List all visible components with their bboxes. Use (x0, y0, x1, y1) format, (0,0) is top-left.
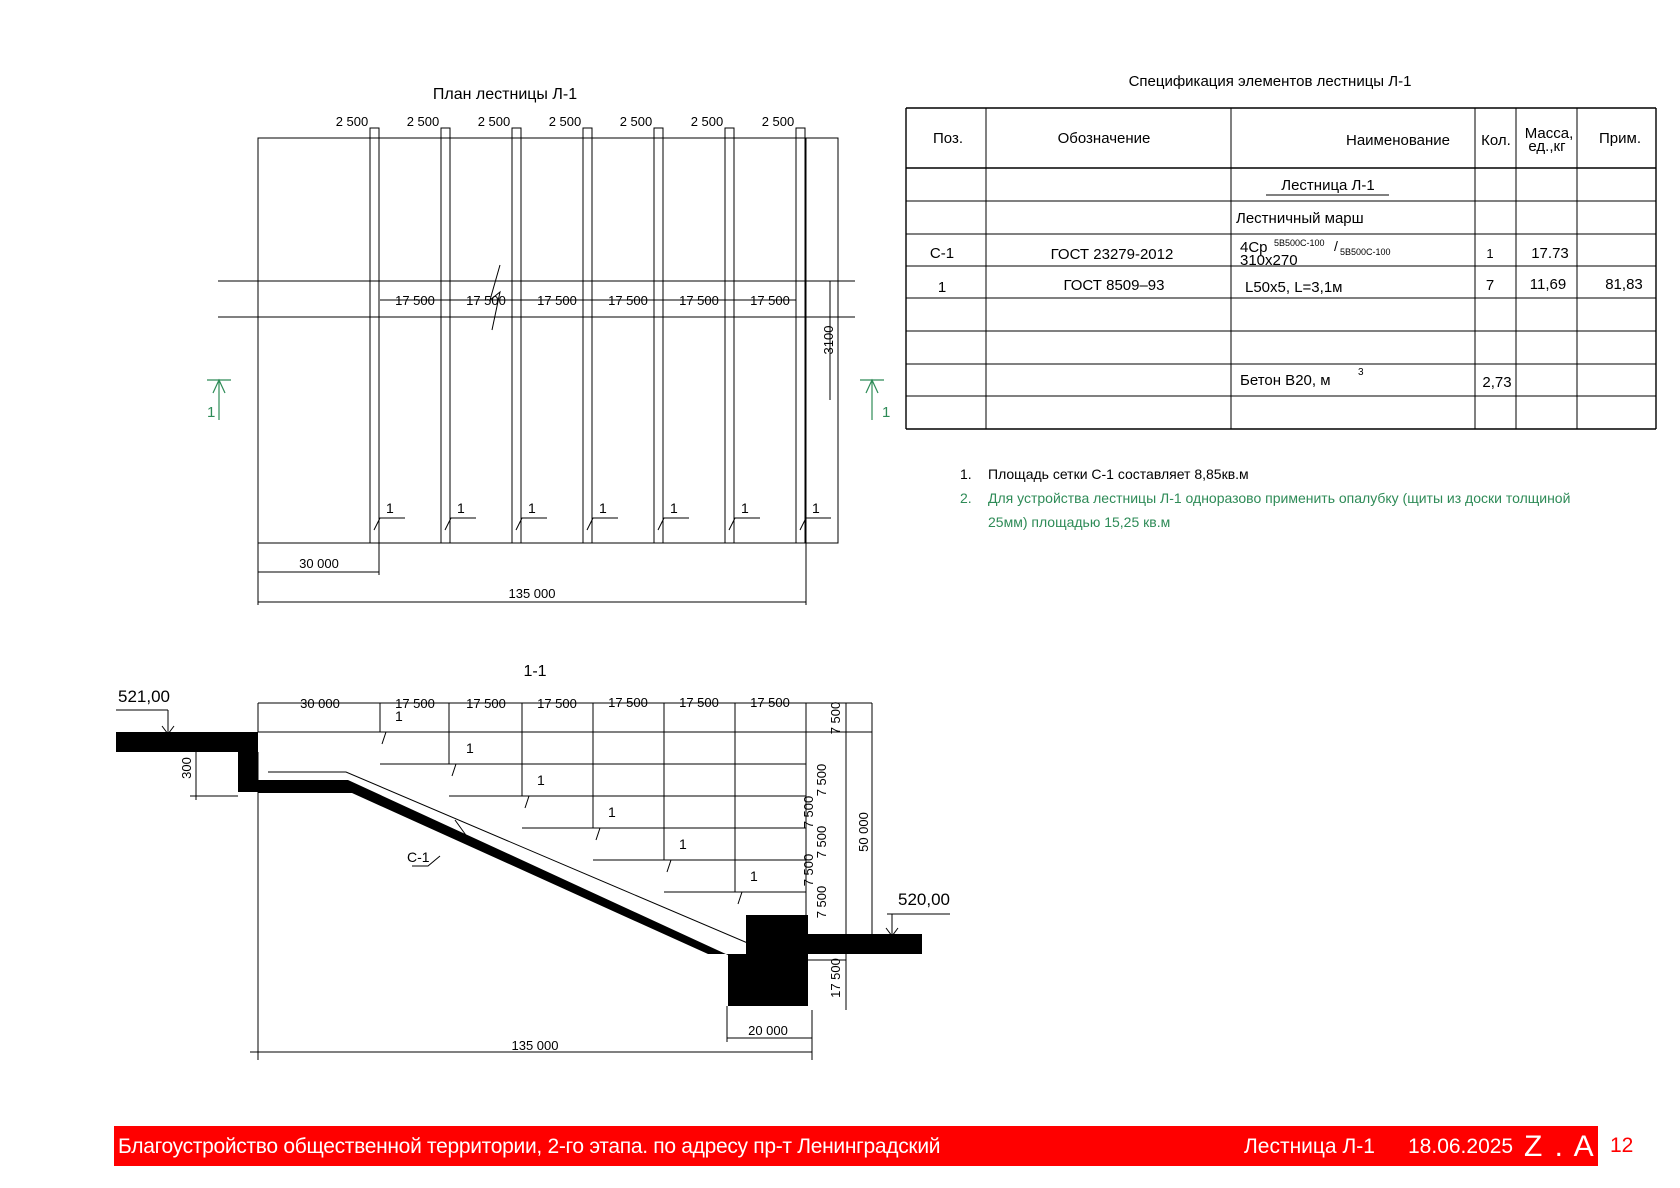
spec-row1-pos: С-1 (929, 245, 955, 262)
plan-bar-label: 1 (741, 500, 749, 516)
spec-row1-mass: 17.73 (1531, 245, 1569, 262)
spec-concrete-name: Бетон В20, м (1240, 372, 1331, 389)
cut-label-right: 1 (882, 404, 891, 421)
spec-row2-pos: 1 (937, 279, 947, 296)
spec-header-mass-unit: ед.,кг (1528, 138, 1566, 155)
spec-row2-mass: 11,69 (1529, 276, 1567, 293)
plan-bars (370, 128, 805, 543)
spec-group-title: Лестница Л-1 (1281, 177, 1375, 194)
section-dim-right: 7 500 (828, 701, 843, 735)
section-dim-right: 7 500 (814, 763, 829, 797)
plan-dim-top: 2 500 (761, 114, 795, 129)
plan-dim-total: 135 000 (508, 586, 556, 601)
note-1 (960, 462, 1580, 486)
section-dim-top: 17 500 (395, 696, 435, 711)
section-dim-depth: 300 (179, 757, 194, 779)
section-step-label: 1 (466, 740, 474, 756)
spec-row2-qty: 7 (1485, 277, 1495, 294)
section-dim-total: 135 000 (511, 1038, 559, 1053)
plan-bar-label: 1 (528, 500, 536, 516)
note-1-number: 1. (960, 466, 972, 482)
stair-plan (218, 128, 855, 605)
note-2 (960, 486, 1580, 534)
spec-concrete-qty: 2,73 (1482, 374, 1512, 391)
section-dim-top: 17 500 (466, 696, 506, 711)
sheet-title: Лестница Л-1 (1244, 1135, 1375, 1158)
section-dim-right: 7 500 (801, 853, 816, 887)
section-dim-top: 17 500 (537, 696, 577, 711)
plan-dim-mid: 17 500 (750, 293, 790, 308)
plan-dim-top: 2 500 (335, 114, 369, 129)
plan-leaders (374, 518, 831, 530)
plan-dim-top: 2 500 (406, 114, 440, 129)
spec-row1-size: 310x270 (1240, 252, 1298, 269)
plan-bar-label: 1 (386, 500, 394, 516)
section-dim-top: 30 000 (300, 696, 340, 711)
spec-row1-name: 4Ср (1240, 239, 1268, 256)
spec-row1-slash: / (1334, 238, 1338, 254)
level-bottom: 520,00 (898, 890, 950, 909)
spec-row1-steel-bottom: 5В500С-100 (1340, 247, 1391, 257)
footer-bar (114, 1126, 1598, 1166)
spec-row1-steel-top: 5В500С-100 (1274, 238, 1325, 248)
section-dim-right: 7 500 (801, 795, 816, 829)
plan-dim-mid: 17 500 (679, 293, 719, 308)
spec-header-qty: Кол. (1481, 132, 1511, 149)
section-title: 1-1 (523, 663, 547, 680)
section-dim-height: 50 000 (856, 812, 871, 852)
spec-row1-qty: 1 (1486, 246, 1494, 261)
spec-title: Спецификация элементов лестницы Л-1 (1128, 73, 1412, 90)
notes (960, 462, 1580, 534)
note-2-number: 2. (960, 490, 972, 506)
section-dim-right: 7 500 (814, 825, 829, 859)
plan-bar-label: 1 (599, 500, 607, 516)
plan-dim-mid: 17 500 (466, 293, 506, 308)
plan-dim-mid: 17 500 (537, 293, 577, 308)
plan-dim-side: 3100 (821, 325, 836, 355)
section-dim-top: 17 500 (608, 695, 648, 710)
mesh-label: С-1 (407, 849, 430, 865)
plan-dim-mid: 17 500 (608, 293, 648, 308)
spec-row2-name: L50x5, L=3,1м (1245, 279, 1343, 296)
plan-dim-top: 2 500 (690, 114, 724, 129)
plan-dim-left: 30 000 (299, 556, 339, 571)
level-top: 521,00 (118, 687, 170, 706)
plan-dim-top: 2 500 (477, 114, 511, 129)
plan-bar-label: 1 (670, 500, 678, 516)
company-logo: Z . A (1524, 1130, 1596, 1163)
note-1-text: Площадь сетки С-1 составляет 8,85кв.м (988, 466, 1249, 482)
plan-bar-label: 1 (812, 500, 820, 516)
spec-row2-note: 81,83 (1605, 276, 1643, 293)
plan-dim-top: 2 500 (548, 114, 582, 129)
project-address: Благоустройство общественной территории, 2-го этапа. по адресу пр-т Ленинградский (118, 1135, 941, 1158)
section-step-label: 1 (750, 868, 758, 884)
section-dim-pit-depth: 17 500 (828, 958, 843, 998)
section-step-label: 1 (679, 836, 687, 852)
section-cut-marks (207, 380, 884, 420)
section-step-label: 1 (537, 772, 545, 788)
sheet-date: 18.06.2025 (1408, 1135, 1514, 1158)
spec-row1-doc: ГОСТ 23279-2012 (1050, 246, 1174, 263)
spec-concrete-unit: 3 (1358, 367, 1364, 378)
spec-header-mass: Масса, (1524, 125, 1574, 142)
section-dim-right: 7 500 (814, 885, 829, 919)
plan-title: План лестницы Л-1 (432, 86, 578, 103)
spec-subgroup: Лестничный марш (1236, 210, 1364, 227)
section-step-label: 1 (395, 708, 403, 724)
spec-header-name: Наименование (1346, 132, 1450, 149)
section-step-label: 1 (608, 804, 616, 820)
spec-row2-doc: ГОСТ 8509–93 (1063, 277, 1165, 294)
note-2-text: Для устройства лестницы Л-1 одноразово применить опалубку (щиты из доски толщиной 25мм) площадью 15,25 кв.м (988, 490, 1571, 530)
spec-header-note: Прим. (1599, 130, 1641, 147)
cut-label-left: 1 (207, 404, 216, 421)
page-number: 12 (1610, 1134, 1634, 1157)
stair-section (116, 703, 950, 1060)
spec-header-pos: Поз. (933, 130, 963, 147)
spec-header-doc: Обозначение (1057, 130, 1151, 147)
plan-bar-label: 1 (457, 500, 465, 516)
section-dim-top: 17 500 (679, 695, 719, 710)
section-dim-pit-width: 20 000 (748, 1023, 788, 1038)
plan-dim-top: 2 500 (619, 114, 653, 129)
plan-dim-mid: 17 500 (395, 293, 435, 308)
section-dim-top: 17 500 (750, 695, 790, 710)
